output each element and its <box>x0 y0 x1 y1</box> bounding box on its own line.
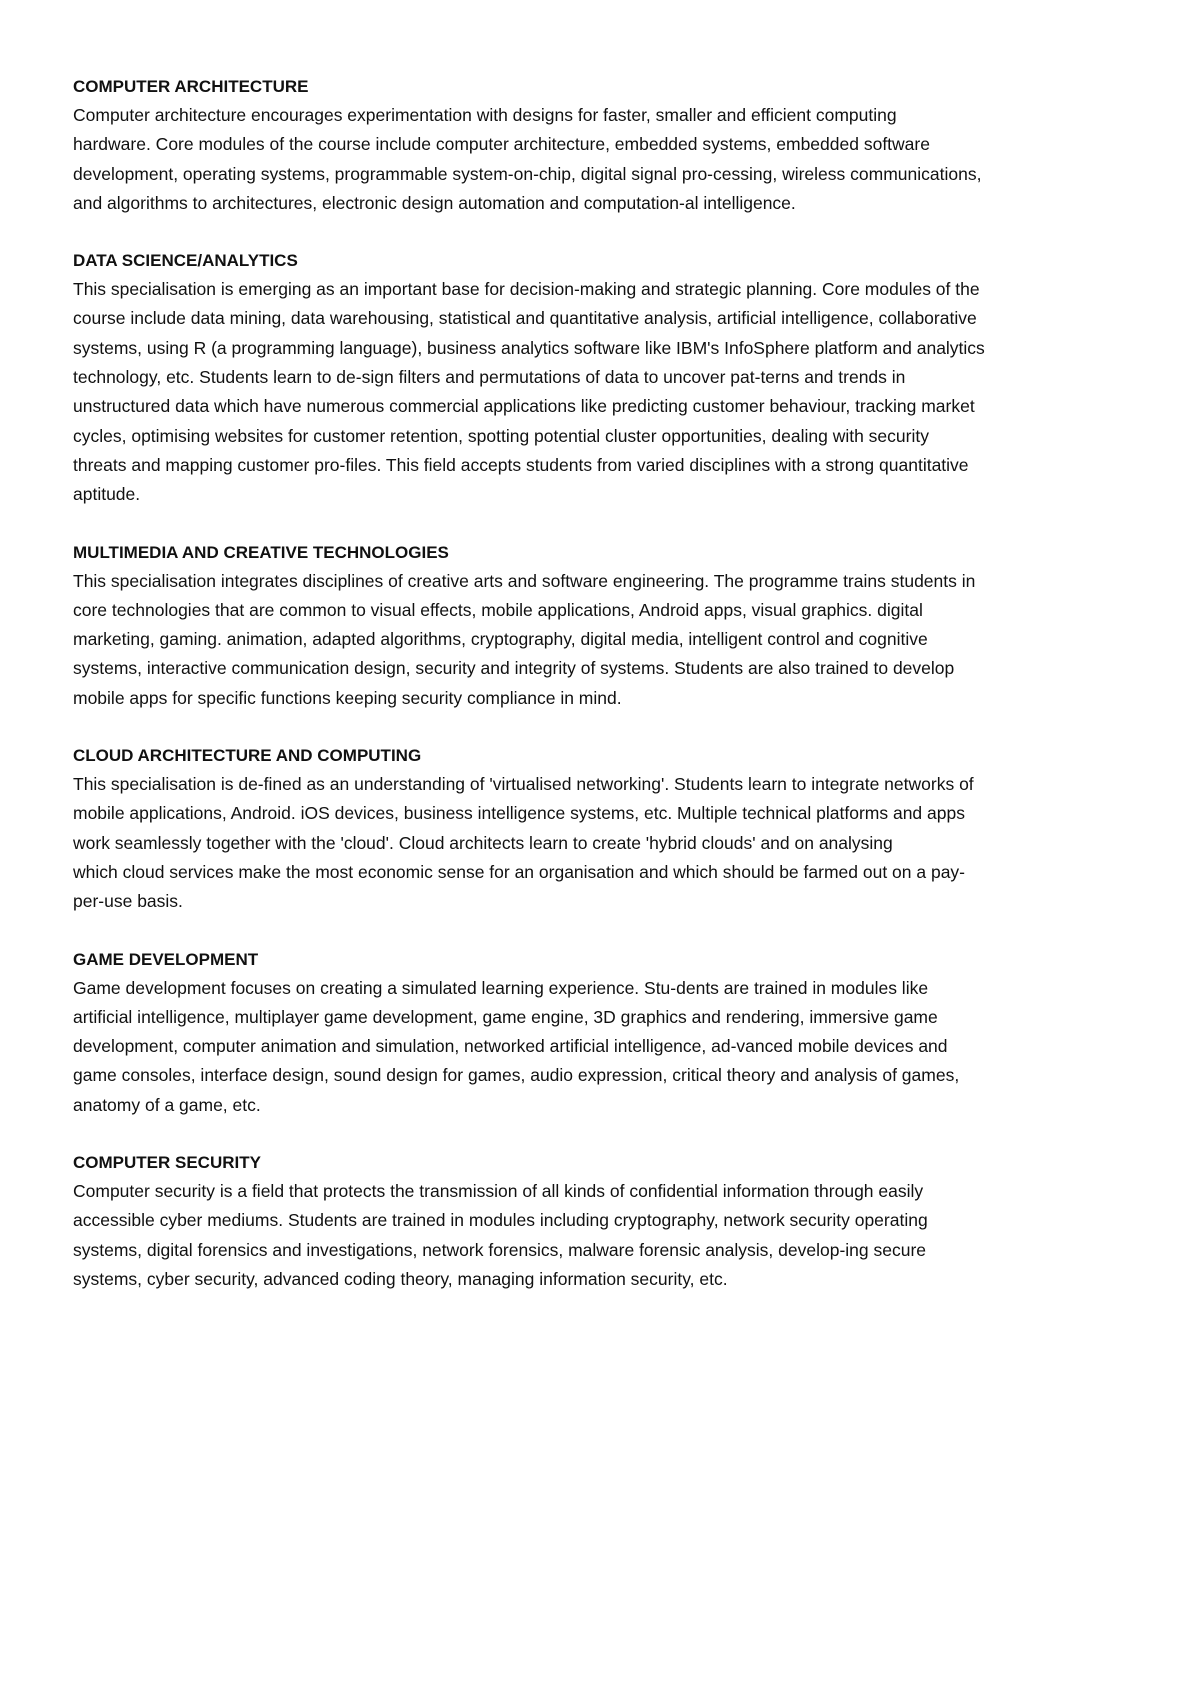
section-paragraph <box>73 974 1133 1120</box>
section-cloud-architecture-computing <box>73 741 1133 916</box>
section-data-science-analytics <box>73 246 1133 509</box>
paragraph-line: artificial intelligence, multiplayer game development, game engine, 3D graphics and rendering, immersive game <box>73 1006 938 1027</box>
paragraph-line: work seamlessly together with the 'cloud'. Cloud architects learn to create 'hybrid clouds' and on analysing <box>73 832 893 853</box>
paragraph-line: anatomy of a game, etc. <box>73 1094 261 1115</box>
section-heading: COMPUTER SECURITY <box>73 1153 261 1173</box>
paragraph-line: systems, using R (a programming language), business analytics software like IBM's InfoSphere platform and analytics <box>73 337 985 358</box>
paragraph-line: accessible cyber mediums. Students are trained in modules including cryptography, network security operating <box>73 1210 928 1231</box>
section-heading: CLOUD ARCHITECTURE AND COMPUTING <box>73 746 422 766</box>
paragraph-line: marketing, gaming. animation, adapted algorithms, cryptography, digital media, intelligent control and cognitive <box>73 629 928 650</box>
section-paragraph <box>73 567 1133 713</box>
document-body <box>73 72 1133 1322</box>
paragraph-line: mobile apps for specific functions keeping security compliance in mind. <box>73 687 622 708</box>
paragraph-line: development, computer animation and simulation, networked artificial intelligence, ad-vanced mobile devices and <box>73 1036 948 1057</box>
paragraph-line: This specialisation is de-fined as an understanding of 'virtualised networking'. Students learn to integrate networks of <box>73 774 974 795</box>
paragraph-line: Game development focuses on creating a simulated learning experience. Stu-dents are trained in modules like <box>73 977 929 998</box>
section-paragraph <box>73 275 1133 509</box>
paragraph-line: which cloud services make the most economic sense for an organisation and which should be farmed out on a pay- <box>73 861 966 882</box>
paragraph-line: systems, interactive communication design, security and integrity of systems. Students are also trained to develop <box>73 658 955 679</box>
section-computer-security <box>73 1148 1133 1294</box>
paragraph-line: development, operating systems, programmable system-on-chip, digital signal pro-cessing, wireless communications, <box>73 163 982 184</box>
paragraph-line: threats and mapping customer pro-files. This field accepts students from varied disciplines with a strong quantitative <box>73 454 969 475</box>
paragraph-line: systems, digital forensics and investigations, network forensics, malware forensic analysis, develop-ing secure <box>73 1239 927 1260</box>
paragraph-line: course include data mining, data warehousing, statistical and quantitative analysis, artificial intelligence, collaborative <box>73 308 977 329</box>
paragraph-line: game consoles, interface design, sound design for games, audio expression, critical theory and analysis of games, <box>73 1065 960 1086</box>
paragraph-line: aptitude. <box>73 484 141 505</box>
paragraph-line: core technologies that are common to visual effects, mobile applications, Android apps, visual graphics. digital <box>73 599 923 620</box>
section-paragraph <box>73 1177 1133 1294</box>
paragraph-line: Computer security is a field that protects the transmission of all kinds of confidential information through easily <box>73 1181 924 1202</box>
paragraph-line: per-use basis. <box>73 891 183 912</box>
paragraph-line: mobile applications, Android. iOS devices, business intelligence systems, etc. Multiple technical platforms and apps <box>73 803 965 824</box>
paragraph-line: This specialisation is emerging as an important base for decision-making and strategic planning. Core modules of the <box>73 279 980 300</box>
section-heading: GAME DEVELOPMENT <box>73 949 259 969</box>
section-heading: DATA SCIENCE/ANALYTICS <box>73 251 298 271</box>
paragraph-line: This specialisation integrates disciplines of creative arts and software engineering. The programme trains students in <box>73 570 976 591</box>
paragraph-line: systems, cyber security, advanced coding theory, managing information security, etc. <box>73 1268 728 1289</box>
section-computer-architecture <box>73 72 1133 218</box>
paragraph-line: and algorithms to architectures, electronic design automation and computation-al intelligence. <box>73 192 796 213</box>
paragraph-line: technology, etc. Students learn to de-sign filters and permutations of data to uncover pat-terns and trends in <box>73 367 906 388</box>
section-multimedia-creative-technologies <box>73 538 1133 713</box>
section-heading: MULTIMEDIA AND CREATIVE TECHNOLOGIES <box>73 542 449 562</box>
section-paragraph <box>73 101 1133 218</box>
paragraph-line: unstructured data which have numerous commercial applications like predicting customer behaviour, tracking market <box>73 396 975 417</box>
paragraph-line: cycles, optimising websites for customer retention, spotting potential cluster opportunities, dealing with security <box>73 425 929 446</box>
section-game-development <box>73 945 1133 1120</box>
section-heading: COMPUTER ARCHITECTURE <box>73 77 309 96</box>
section-paragraph <box>73 770 1133 916</box>
paragraph-line: hardware. Core modules of the course include computer architecture, embedded systems, embedded software <box>73 134 930 155</box>
paragraph-line: Computer architecture encourages experimentation with designs for faster, smaller and efficient computing <box>73 105 897 125</box>
